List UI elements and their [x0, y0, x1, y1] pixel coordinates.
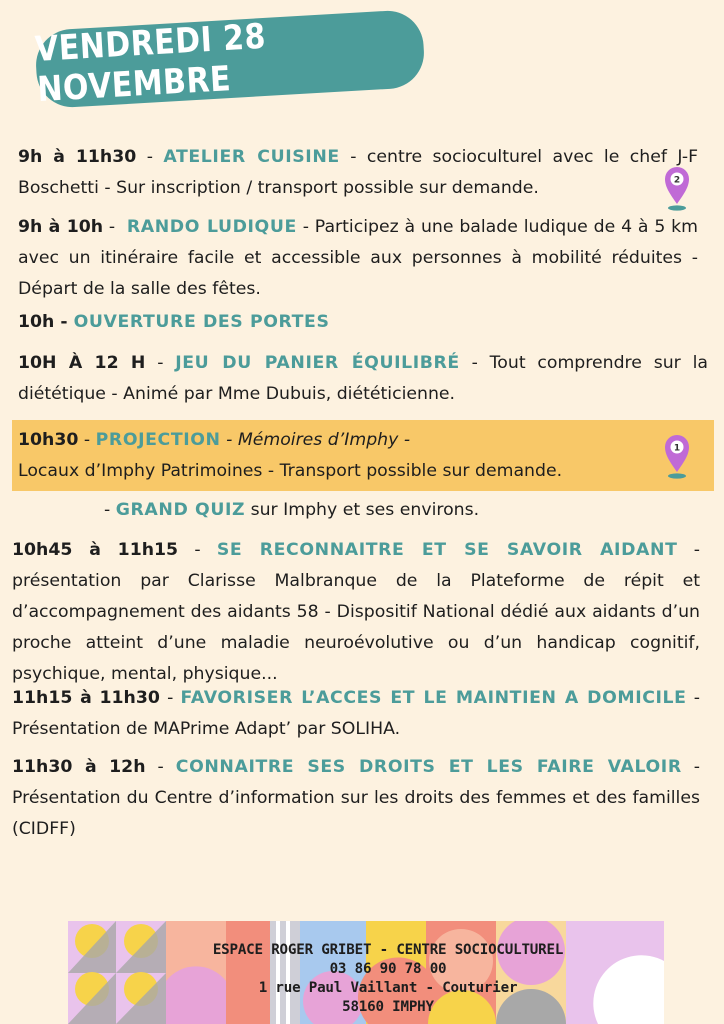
event-jeu-panier: 10H À 12 H - JEU DU PANIER ÉQUILIBRÉ - Tout comprendre sur la diététique - Animé par Mme Dubuis, diététicienne.	[18, 353, 708, 404]
event-description: - Tout comprendre sur la diététique - Animé par Mme Dubuis, diététicienne.	[18, 353, 708, 404]
event-droits: 11h30 à 12h - CONNAITRE SES DROITS ET LES FAIRE VALOIR - Présentation du Centre d’information sur les droits des femmes et des familles (CIDFF)	[12, 757, 700, 839]
event-description: - centre socioculturel avec le chef J-F Boschetti - Sur inscription / transport possible sur demande.	[18, 147, 699, 198]
city-address: 58160 IMPHY	[342, 999, 434, 1015]
event-time: 10h	[18, 312, 55, 332]
event-description: - Participez à une balade ludique de 4 à 5 km avec un itinéraire facile et accessible aux personnes à mobilité réduites - Départ de la salle des fêtes.	[18, 217, 698, 299]
map-pin-icon	[664, 166, 690, 202]
event-time: 11h30 à 12h	[12, 757, 146, 777]
event-title: GRAND QUIZ	[115, 500, 246, 520]
event-domicile: 11h15 à 11h30 - FAVORISER L’ACCES ET LE MAINTIEN A DOMICILE - Présentation de MAPrime Adapt’ par SOLIHA.	[12, 688, 700, 739]
event-title: PROJECTION	[95, 430, 221, 450]
event-atelier-cuisine: 9h à 11h30 - ATELIER CUISINE - centre socioculturel avec le chef J-F Boschetti - Sur inscription / transport possible sur demande.	[18, 147, 699, 198]
venue-name: ESPACE ROGER GRIBET - CENTRE SOCIOCULTUREL	[212, 942, 564, 958]
event-grand-quiz: - GRAND QUIZ sur Imphy et ses environs.	[104, 500, 480, 520]
event-time: 10h30	[18, 430, 79, 450]
event-title: OUVERTURE DES PORTES	[73, 312, 330, 332]
footer-info	[208, 941, 568, 1017]
street-address: 1 rue Paul Vaillant - Couturier	[258, 980, 518, 996]
event-projection: 10h30 - PROJECTION - Mémoires d’Imphy - Locaux d’Imphy Patrimoines - Transport possible sur demande.	[18, 425, 658, 487]
event-title: FAVORISER L’ACCES ET LE MAINTIEN A DOMICILE	[180, 688, 687, 708]
pin-number: 2	[673, 175, 681, 186]
event-title: ATELIER CUISINE	[163, 147, 340, 167]
date-banner	[34, 9, 426, 109]
event-description: - Présentation de MAPrime Adapt’ par SOLIHA.	[12, 688, 700, 739]
map-pin-icon	[664, 434, 690, 470]
event-time: 9h à 10h	[18, 217, 104, 237]
event-ouverture: 10h - OUVERTURE DES PORTES	[18, 312, 330, 332]
phone-number: 03 86 90 78 00	[329, 961, 447, 977]
event-description: - Présentation du Centre d’information sur les droits des femmes et des familles (CIDFF)	[12, 757, 700, 839]
event-time: 11h15 à 11h30	[12, 688, 160, 708]
event-subtitle: - Mémoires d’Imphy -	[220, 430, 411, 450]
event-aidant: 10h45 à 11h15 - SE RECONNAITRE ET SE SAVOIR AIDANT - présentation par Clarisse Malbranque de la Plateforme de répit et d’accompagnement des aidants 58 - Dispositif National dédié aux aidants d’un proche atteint d’une maladie neuroévolutive ou d’un handicap cognitif, psychique, mental, physique...	[12, 540, 700, 684]
event-time: 9h à 11h30	[18, 147, 137, 167]
event-description: - présentation par Clarisse Malbranque de la Plateforme de répit et d’accompagnement des aidants 58 - Dispositif National dédié aux aidants d’un proche atteint d’une maladie neuroévolutive ou d’un handicap cognitif, psychique, mental, physique...	[12, 540, 700, 684]
event-description: Locaux d’Imphy Patrimoines - Transport possible sur demande.	[18, 461, 563, 481]
event-rando-ludique: 9h à 10h - RANDO LUDIQUE - Participez à une balade ludique de 4 à 5 km avec un itinéraire facile et accessible aux personnes à mobilité réduites - Départ de la salle des fêtes.	[18, 217, 698, 299]
pin-number: 1	[673, 443, 681, 454]
event-title: CONNAITRE SES DROITS ET LES FAIRE VALOIR	[175, 757, 682, 777]
event-time: 10h45 à 11h15	[12, 540, 179, 560]
footer-banner	[68, 921, 664, 1024]
event-title: RANDO LUDIQUE	[126, 217, 297, 237]
event-time: 10H À 12 H	[18, 353, 146, 373]
event-description: sur Imphy et ses environs.	[245, 500, 480, 520]
event-title: JEU DU PANIER ÉQUILIBRÉ	[175, 353, 460, 373]
page-title: VENDREDI 28 NOVEMBRE	[34, 16, 268, 111]
event-title: SE RECONNAITRE ET SE SAVOIR AIDANT	[216, 540, 678, 560]
